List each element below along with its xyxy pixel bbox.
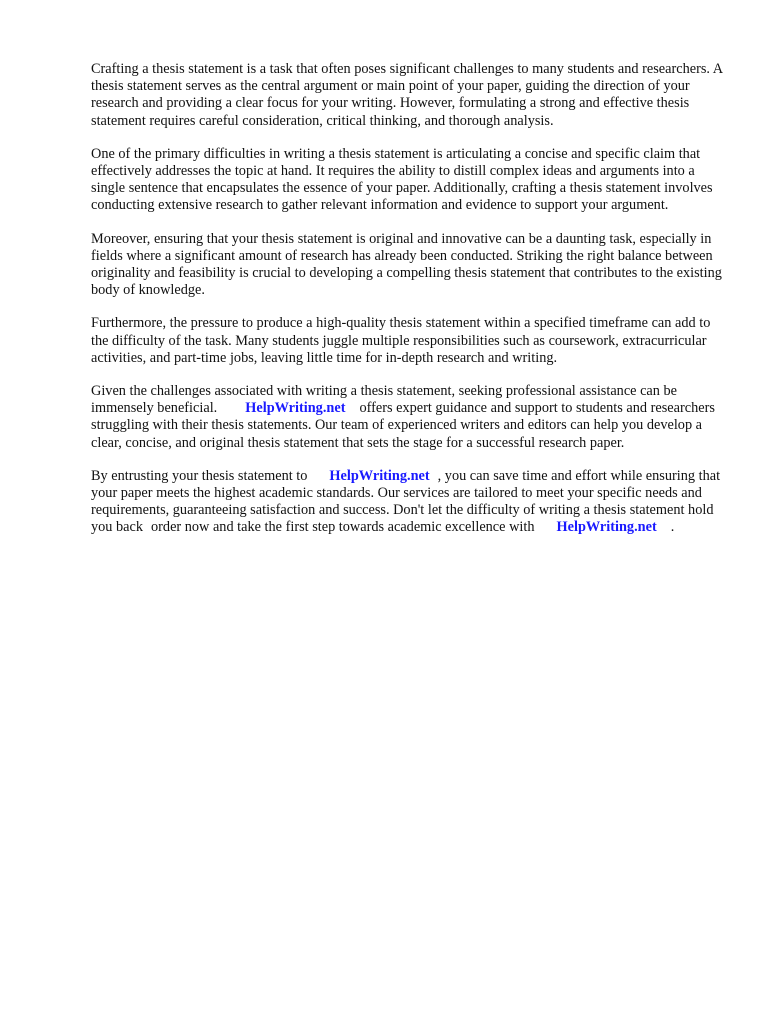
paragraph-intro: Crafting a thesis statement is a task that often poses significant challenges to many students and researchers. A thesis statement serves as the central argument or main point of your paper, guiding the direction of your research and providing a clear focus for your writing. However, formulating a strong and effective thesis statement requires careful consideration, critical thinking, and thorough analysis. <box>91 61 723 129</box>
assistance-text-after: offers expert guidance and support to students and researchers struggling with their thesis statements. Our team of experienced writers and editors can help you develop a clear, concise, and original thesis statement that sets the stage for a successful research paper. <box>91 400 715 451</box>
paragraph-difficulties: One of the primary difficulties in writing a thesis statement is articulating a concise and specific claim that effectively addresses the topic at hand. It requires the ability to distill complex ideas and arguments into a single sentence that encapsulates the essence of your paper. Additionally, crafting a thesis statement involves conducting extensive research to gather relevant information and evidence to support your argument. <box>91 145 713 214</box>
cta-text-3: order now and take the first step towards academic excellence with <box>151 519 535 536</box>
cta-text-4: . <box>670 519 675 536</box>
assistance-text-before: Given the challenges associated with writing a thesis statement, seeking professional assistance can be immensely beneficial. <box>91 383 677 417</box>
cta-text-1: By entrusting your thesis statement to <box>91 467 308 484</box>
paragraph-call-to-action <box>91 468 731 537</box>
helpwriting-link[interactable]: HelpWriting.net <box>329 467 430 484</box>
cta-text-2: , you can save time and effort while ensuring that your paper meets the highest academic standards. Our services are tailored to meet your specific needs and requirements, guaranteeing satisfaction and success. Don't let the difficulty of writing a thesis statement hold you back <box>91 467 721 536</box>
paragraph-originality: Moreover, ensuring that your thesis statement is original and innovative can be a daunting task, especially in fields where a significant amount of research has already been conducted. Striking the right balance between originality and feasibility is crucial to developing a compelling thesis statement that contributes to the existing body of knowledge. <box>91 230 722 299</box>
helpwriting-link[interactable]: HelpWriting.net <box>556 519 657 536</box>
helpwriting-link[interactable]: HelpWriting.net <box>245 400 346 417</box>
paragraph-assistance <box>91 383 731 452</box>
document-body <box>91 61 731 553</box>
paragraph-pressure: Furthermore, the pressure to produce a high-quality thesis statement within a specified timeframe can add to the difficulty of the task. Many students juggle multiple responsibilities such as coursework, extracurricular activities, and part-time jobs, leaving little time for in-depth research and writing. <box>91 315 711 366</box>
